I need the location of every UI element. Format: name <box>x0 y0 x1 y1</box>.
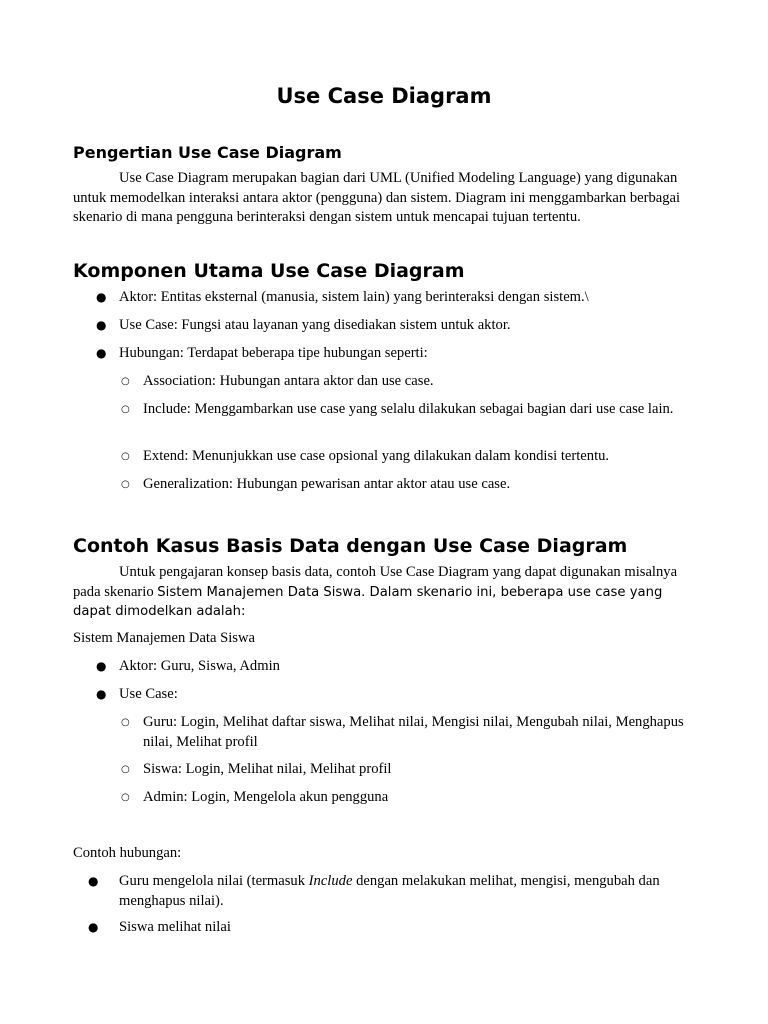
bullet-icon: ● <box>96 659 107 673</box>
section-heading-komponen: Komponen Utama Use Case Diagram <box>73 260 465 282</box>
system-name: Sistem Manajemen Data Siswa <box>73 630 255 646</box>
bullet-icon: ● <box>96 290 107 304</box>
sublist-item-generalization: Generalization: Hubungan pewarisan antar aktor atau use case. <box>143 476 511 492</box>
sublist-item-extend: Extend: Menunjukkan use case opsional yang dilakukan dalam kondisi tertentu. <box>143 448 610 464</box>
section-heading-pengertian: Pengertian Use Case Diagram <box>73 143 342 162</box>
bullet-icon: ● <box>96 318 107 332</box>
bullet-icon: ● <box>96 346 107 360</box>
circle-bullet-icon: ○ <box>121 764 130 775</box>
list-item-aktor: Aktor: Entitas eksternal (manusia, sistem lain) yang berinteraksi dengan sistem.\ <box>119 289 589 305</box>
list-item-use-case-kasus: Use Case: <box>119 686 178 702</box>
sublist-item-admin: Admin: Login, Mengelola akun pengguna <box>143 789 389 805</box>
circle-bullet-icon: ○ <box>121 479 130 490</box>
list-item-use-case: Use Case: Fungsi atau layanan yang disediakan sistem untuk aktor. <box>119 317 511 333</box>
paragraph-contoh-kasus-part2: Sistem Manajemen Data Siswa. Dalam skenario ini, beberapa use case yang dapat dimodelkan adalah: <box>73 584 663 619</box>
paragraph-contoh-kasus-part1: Untuk pengajaran konsep basis data, contoh Use Case Diagram yang dapat digunakan misalnya pada skenario <box>73 564 678 600</box>
relation-label: Contoh hubungan: <box>73 845 182 861</box>
circle-bullet-icon: ○ <box>121 792 130 803</box>
sublist-item-guru: Guru: Login, Melihat daftar siswa, Melihat nilai, Mengisi nilai, Mengubah nilai, Menghapus nilai, Melihat profil <box>143 714 684 750</box>
sublist-item-association: Association: Hubungan antara aktor dan use case. <box>143 373 434 389</box>
bullet-icon: ● <box>96 687 107 701</box>
relation-guru-text-after: dengan melakukan melihat, mengisi, mengubah dan menghapus nilai). <box>119 873 660 909</box>
paragraph-pengertian: Use Case Diagram merupakan bagian dari UML (Unified Modeling Language) yang digunakan untuk memodelkan interaksi antara aktor (pengguna) dan sistem. Diagram ini menggambarkan berbagai skenario di mana pengguna berinteraksi dengan sistem untuk mencapai tujuan tertentu. <box>73 170 681 225</box>
list-item-hubungan: Hubungan: Terdapat beberapa tipe hubungan seperti: <box>119 345 428 361</box>
bullet-icon: ● <box>88 874 99 888</box>
circle-bullet-icon: ○ <box>121 404 130 415</box>
document-title: Use Case Diagram <box>276 84 492 108</box>
list-item-aktor-kasus: Aktor: Guru, Siswa, Admin <box>119 658 280 674</box>
circle-bullet-icon: ○ <box>121 376 130 387</box>
list-item-relation-guru <box>119 872 695 911</box>
sublist-item-include: Include: Menggambarkan use case yang selalu dilakukan sebagai bagian dari use case lain. <box>143 401 674 417</box>
list-item-relation-siswa: Siswa melihat nilai <box>119 919 231 935</box>
circle-bullet-icon: ○ <box>121 451 130 462</box>
relation-guru-include: Include <box>308 873 353 889</box>
circle-bullet-icon: ○ <box>121 717 130 728</box>
relation-guru-text-before: Guru mengelola nilai (termasuk <box>119 873 309 889</box>
bullet-icon: ● <box>88 920 99 934</box>
paragraph-contoh-kasus <box>73 563 695 622</box>
section-heading-contoh-kasus: Contoh Kasus Basis Data dengan Use Case Diagram <box>73 535 628 557</box>
sublist-item-siswa: Siswa: Login, Melihat nilai, Melihat profil <box>143 761 392 777</box>
